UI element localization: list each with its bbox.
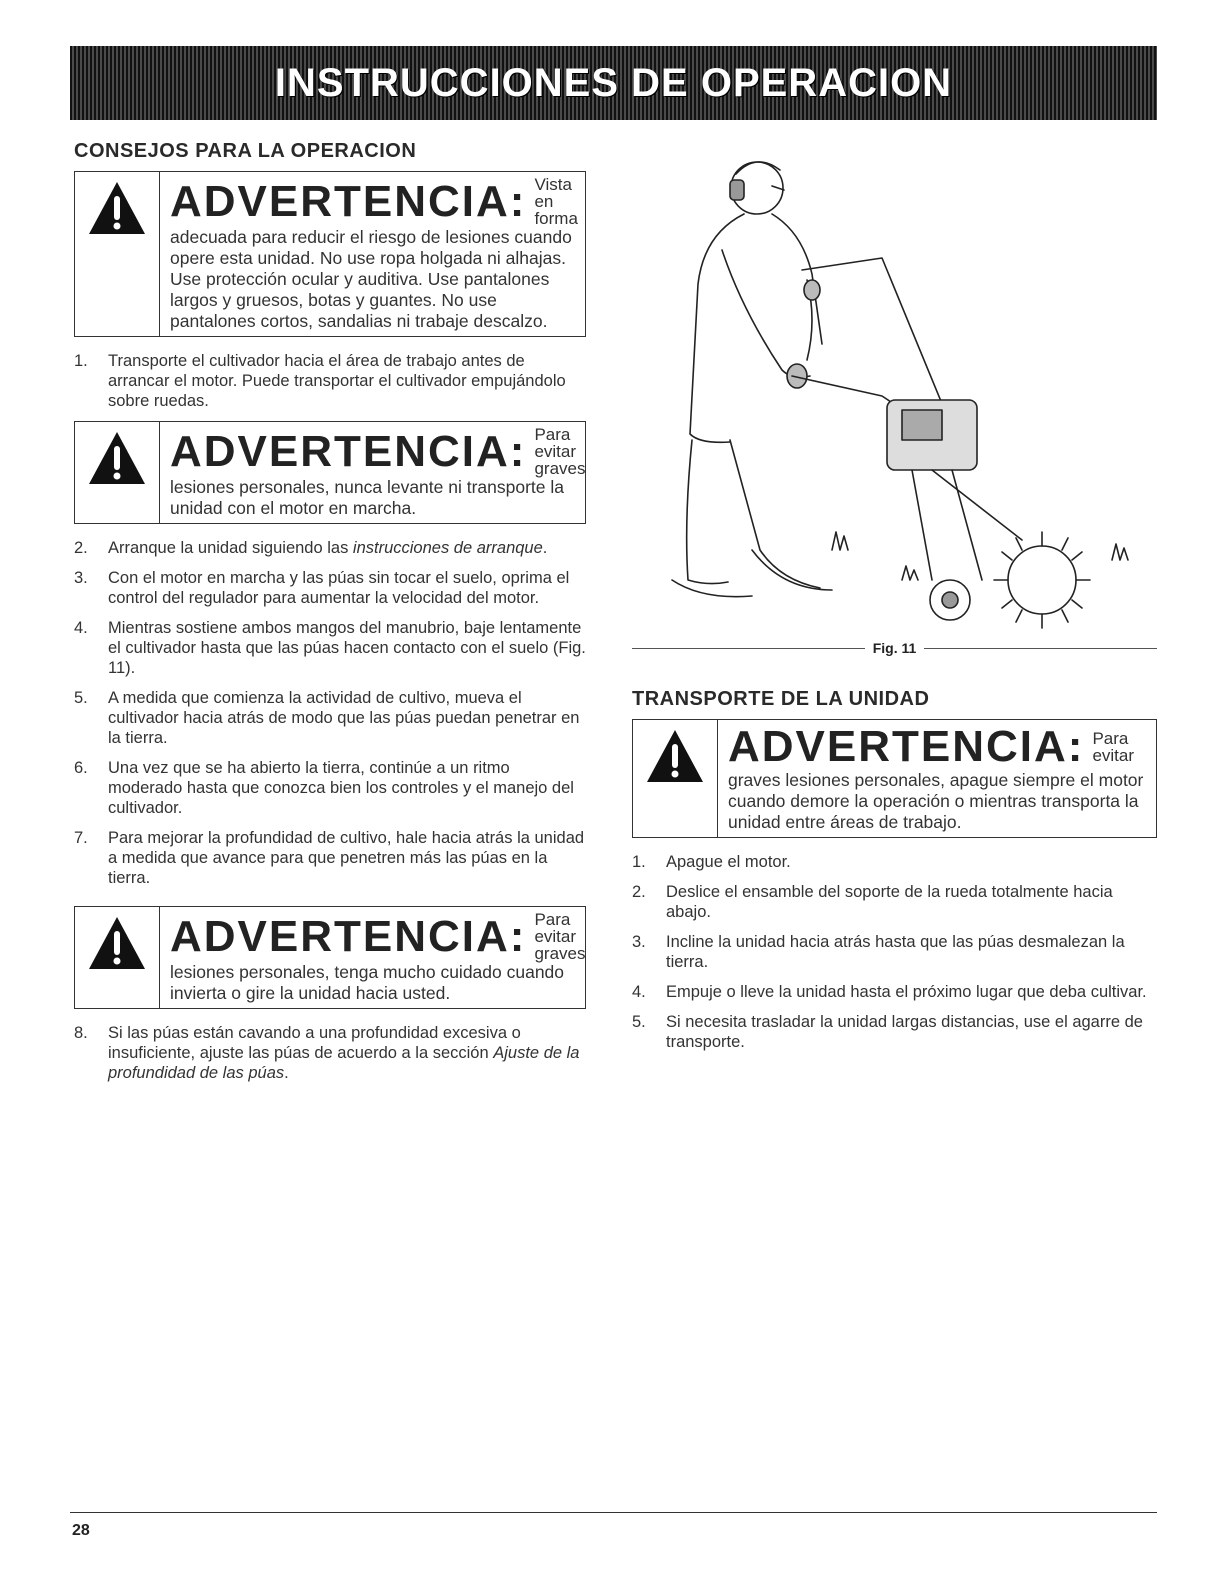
warning-lead: Para evitar bbox=[1092, 729, 1135, 765]
list-item: 5. A medida que comienza la actividad de cultivo, mueva el cultivador hacia atrás de modo que las púas puedan penetrar en la tierra. bbox=[74, 689, 580, 747]
warning-box-clothing bbox=[74, 171, 586, 337]
operation-steps-b bbox=[74, 538, 586, 888]
operation-tips-title: CONSEJOS PARA LA OPERACION bbox=[74, 140, 417, 162]
section-banner bbox=[70, 46, 1157, 120]
warning-word: ADVERTENCIA: bbox=[170, 911, 527, 961]
warning-word: ADVERTENCIA: bbox=[728, 722, 1085, 771]
list-item: 3. Con el motor en marcha y las púas sin tocar el suelo, oprima el control del regulador para aumentar la velocidad del motor. bbox=[74, 569, 570, 607]
list-item: 5. Si necesita trasladar la unidad largas distancias, use el agarre de transporte. bbox=[632, 1013, 1143, 1051]
operation-steps-a bbox=[74, 351, 586, 411]
warning-word: ADVERTENCIA: bbox=[170, 176, 527, 226]
list-item: 1. Apague el motor. bbox=[632, 853, 791, 871]
warning-word: ADVERTENCIA: bbox=[170, 426, 527, 476]
warning-triangle-icon bbox=[87, 915, 147, 971]
list-item: 2. Arranque la unidad siguiendo las instrucciones de arranque. bbox=[74, 539, 548, 557]
list-item: 4. Empuje o lleve la unidad hasta el próximo lugar que deba cultivar. bbox=[632, 983, 1147, 1001]
warning-lead: Para evitar graves bbox=[534, 910, 586, 963]
transport-steps bbox=[632, 852, 1157, 1052]
list-item: 6. Una vez que se ha abierto la tierra, continúe a un ritmo moderado hasta que conozca bien los controles y el manejo del cultivador. bbox=[74, 759, 574, 817]
right-column bbox=[632, 140, 1157, 1062]
warning-box-lifting bbox=[74, 421, 586, 524]
warning-lead: Vista en forma bbox=[534, 175, 578, 228]
warning-lead: Para evitar graves bbox=[534, 425, 586, 478]
page-number: 28 bbox=[72, 1522, 90, 1539]
list-item: 8. Si las púas están cavando a una profundidad excesiva o insuficiente, ajuste las púas de acuerdo a la sección Ajuste de la profundidad de las púas. bbox=[74, 1024, 580, 1082]
operation-steps-c bbox=[74, 1023, 586, 1083]
list-item: 2. Deslice el ensamble del soporte de la rueda totalmente hacia abajo. bbox=[632, 883, 1113, 921]
list-item: 7. Para mejorar la profundidad de cultivo, hale hacia atrás la unidad a medida que avance para que penetren más las púas en la tierra. bbox=[74, 829, 585, 887]
figure-label: Fig. 11 bbox=[872, 640, 917, 656]
list-item: 4. Mientras sostiene ambos mangos del manubrio, baje lentamente el cultivador hasta que las púas hacen contacto con el suelo (Fig. 11). bbox=[74, 619, 586, 677]
warning-box-transport bbox=[632, 719, 1157, 838]
list-item: 3. Incline la unidad hacia atrás hasta que las púas desmalezan la tierra. bbox=[632, 933, 1125, 971]
warning-text: adecuada para reducir el riesgo de lesiones cuando opere esta unidad. No use ropa holgada ni alhajas. Use protección ocular y auditiva. Use pantalones largos y gruesos, botas y guantes. No use pantalones cortos, sandalias ni trabaje descalzo. bbox=[170, 227, 572, 331]
warning-triangle-icon bbox=[87, 430, 147, 486]
warning-triangle-icon bbox=[645, 728, 705, 784]
warning-text: lesiones personales, nunca levante ni transporte la unidad con el motor en marcha. bbox=[170, 477, 564, 518]
banner-title: INSTRUCCIONES DE OPERACION bbox=[274, 60, 953, 105]
figure-caption bbox=[632, 640, 1157, 656]
operator-tilling-illustration bbox=[632, 140, 1157, 640]
transport-title: TRANSPORTE DE LA UNIDAD bbox=[632, 688, 930, 710]
warning-text: lesiones personales, tenga mucho cuidado cuando invierta o gire la unidad hacia usted. bbox=[170, 962, 565, 1003]
left-column bbox=[74, 140, 586, 1093]
warning-triangle-icon bbox=[87, 180, 147, 236]
figure-11 bbox=[632, 140, 1157, 640]
warning-text: graves lesiones personales, apague siempre el motor cuando demore la operación o mientras transporta la unidad entre áreas de trabajo. bbox=[728, 770, 1144, 832]
footer-divider bbox=[70, 1512, 1157, 1513]
list-item: 1. Transporte el cultivador hacia el área de trabajo antes de arrancar el motor. Puede transportar el cultivador empujándolo sobre ruedas. bbox=[74, 352, 566, 410]
warning-box-reversing bbox=[74, 906, 586, 1009]
